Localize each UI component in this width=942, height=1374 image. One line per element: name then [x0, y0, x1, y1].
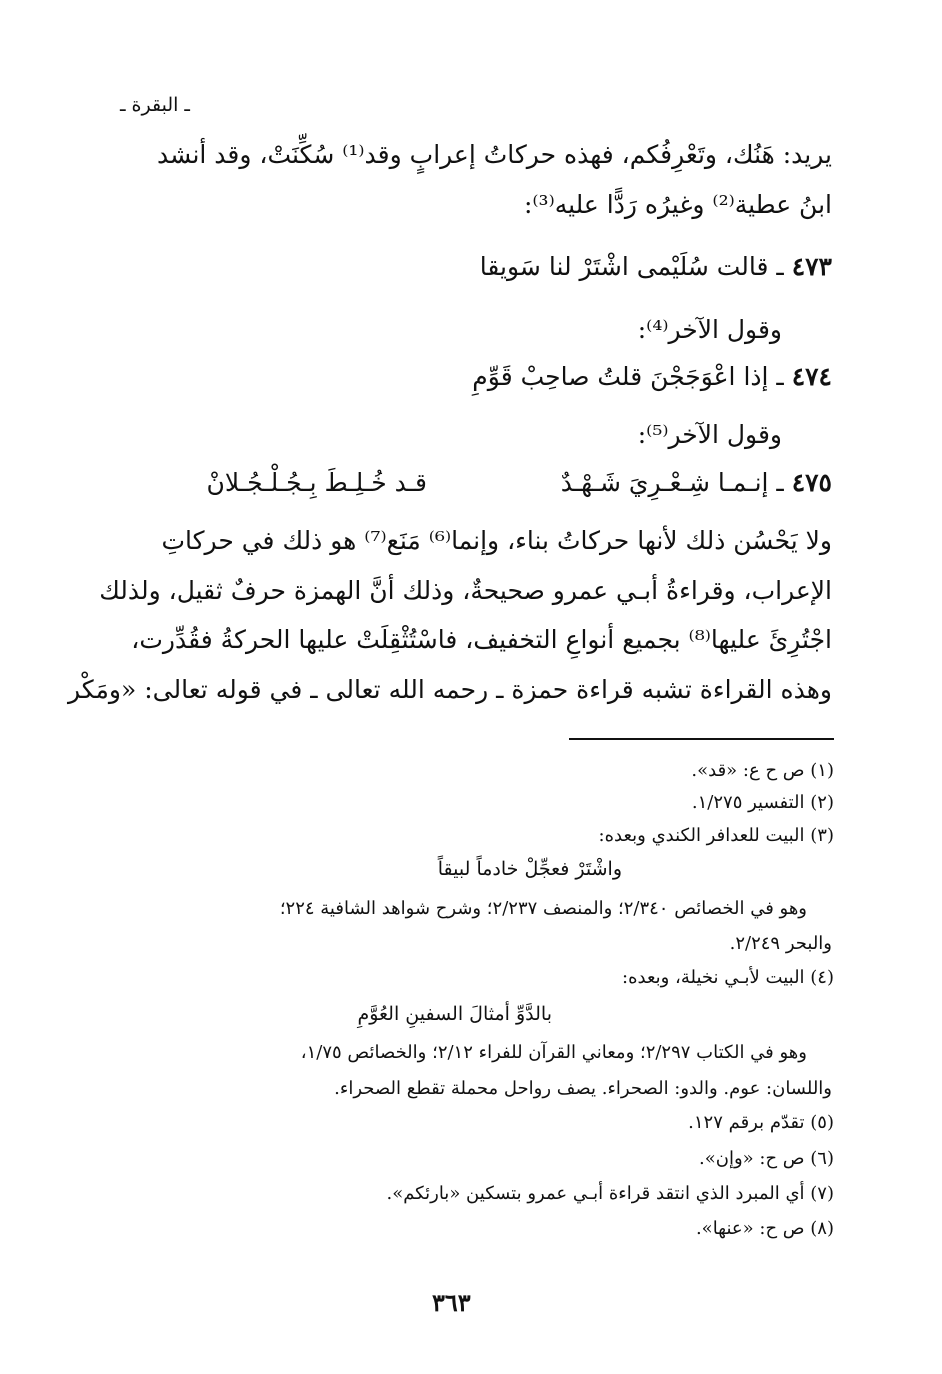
footnote-1: (١) ص ح ع: «قد». [691, 760, 834, 781]
verse-intro-5: وقول الآخر⁽⁵⁾: [637, 420, 782, 449]
footnote-6: (٦) ص ح: «وإن». [699, 1148, 834, 1169]
footnote-5: (٥) تقدّم برقم ١٢٧. [688, 1112, 834, 1133]
footnote-3: (٣) البيت للعدافر الكندي وبعده: [598, 825, 834, 846]
footnote-3-continuation-1: وهو في الخصائص ٢/٣٤٠؛ والمنصف ٢/٢٣٧؛ وشرح شواهد الشافية ٢٢٤؛ [279, 898, 807, 919]
footnote-4-continuation-2: واللسان: عوم. والدو: الصحراء. يصف رواحل محملة تقطع الصحراء. [334, 1078, 832, 1099]
running-header: ـ البقرة ـ [119, 94, 190, 116]
verse-number: ٤٧٣ [791, 252, 832, 281]
verse-text: ـ قالت سُلَيْمى اشْتَرْ لنا سَويقا [479, 252, 784, 281]
verse-number: ٤٧٤ [791, 362, 832, 391]
footnote-7: (٧) أي المبرد الذي انتقد قراءة أبـي عمرو بتسكين «بارئكم». [386, 1183, 834, 1204]
paragraph-1-line-1: يريد: هَنُك، وتَعْرِفُكم، فهذه حركاتُ إعرابٍ وقد⁽¹⁾ سُكِّنَتْ، وقد أنشد [157, 140, 832, 169]
paragraph-1-line-2: ابنُ عطية⁽²⁾ وغيرُه رَدًّا عليه⁽³⁾: [523, 190, 832, 219]
paragraph-2-line-1: ولا يَحْسُن ذلك لأنها حركاتُ بناء، وإنما⁽⁶⁾ مَنَع⁽⁷⁾ هو ذلك في حركاتِ [161, 526, 832, 555]
verse-text: ـ إذا اعْوَجَجْنَ قلتُ صاحِبْ قَوِّمِ [472, 362, 784, 391]
footnote-4-continuation-1: وهو في الكتاب ٢/٢٩٧؛ ومعاني القرآن للفراء ٢/١٢؛ والخصائص ١/٧٥، [300, 1042, 807, 1063]
footnote-4: (٤) البيت لأبـي نخيلة، وبعده: [622, 967, 834, 988]
paragraph-2-line-2: الإعراب، وقراءةُ أبـي عمرو صحيحةٌ، وذلك أنَّ الهمزة حرفٌ ثقيل، ولذلك [99, 576, 832, 605]
verse-475 [561, 468, 832, 497]
footnote-3-continuation-2: والبحر ٢/٢٤٩. [729, 933, 832, 954]
verse-475-hemistich-2: قـد خُـلِـطَ بِـجُـلْـجُـلانْ [206, 468, 427, 497]
paragraph-2-line-4: وهذه القراءة تشبه قراءة حمزة ـ رحمه الله تعالى ـ في قوله تعالى: «ومَكْر [67, 675, 832, 704]
paragraph-2-line-3: اجْتُرِئَ عليها⁽⁸⁾ بجميع أنواعِ التخفيف، فاسْتُثْقِلَتْ عليها الحركةُ فقُدِّرت، [131, 625, 832, 654]
footnote-8: (٨) ص ح: «عنها». [695, 1218, 834, 1239]
verse-number: ٤٧٥ [791, 468, 832, 497]
verse-473 [480, 252, 832, 281]
verse-474 [472, 362, 832, 391]
footnote-3-verse: واشْتَرْ فعجِّلْ خادماً لبيقاً [437, 858, 622, 880]
footnote-separator [569, 738, 834, 740]
verse-hemistich-1: ـ إنـمـا شِـعْـرِيَ شَـهْـدٌ [560, 468, 784, 497]
footnote-4-verse: بالدَّوِّ أمثالَ السفينِ العُوَّمِ [357, 1003, 552, 1025]
footnote-2: (٢) التفسير ١/٢٧٥. [691, 792, 834, 813]
verse-intro-4: وقول الآخر⁽⁴⁾: [637, 315, 782, 344]
page-number: ٣٦٣ [432, 1288, 471, 1317]
